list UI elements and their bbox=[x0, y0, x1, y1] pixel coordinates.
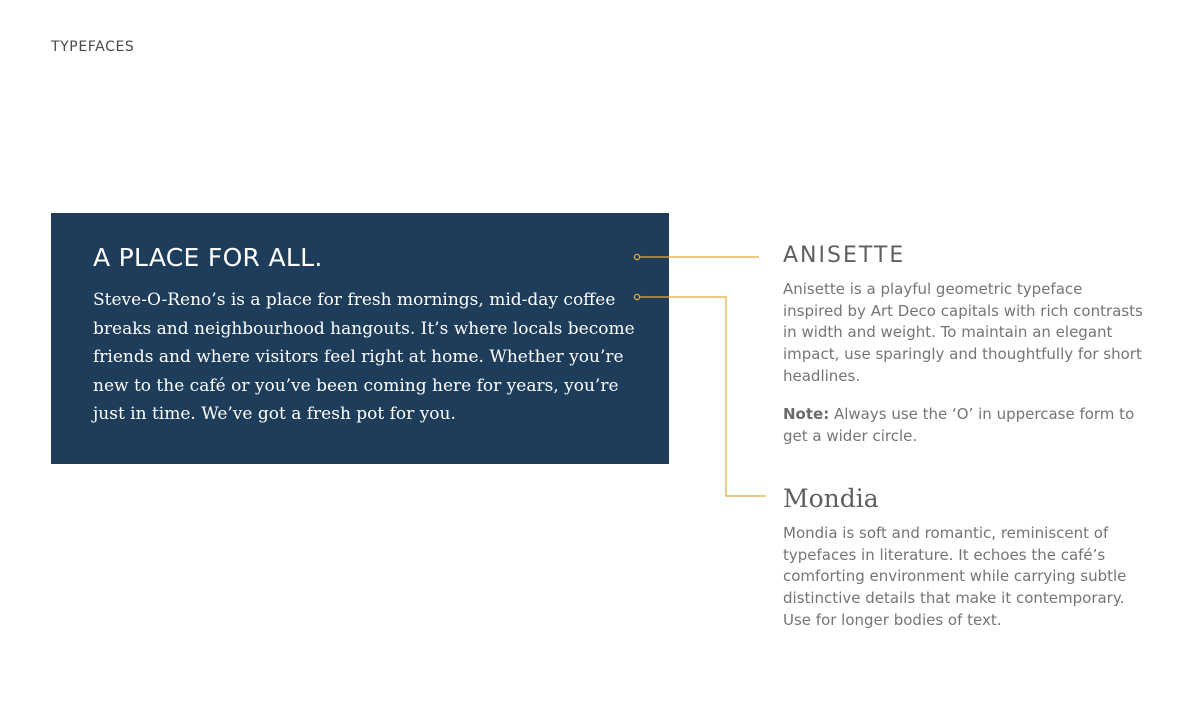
sample-headline: A PLACE FOR ALL. bbox=[93, 243, 323, 272]
anisette-note bbox=[783, 404, 1143, 447]
sample-panel bbox=[51, 213, 669, 464]
note-text: Always use the ‘O’ in uppercase form to get a wider circle. bbox=[783, 405, 1135, 445]
note-label: Note: bbox=[783, 405, 830, 423]
typeface-name-anisette: ANISETTE bbox=[783, 243, 906, 268]
sample-body-text: Steve-O-Reno’s is a place for fresh mornings, mid-day coffee breaks and neighbourhood hangouts. It’s where locals become friends and where visitors feel right at home. Whether you’re new to the café or you’ve been coming here for years, you’re just in time. We’ve got a fresh pot for you. bbox=[93, 290, 635, 424]
section-label: TYPEFACES bbox=[51, 39, 135, 55]
mondia-description: Mondia is soft and romantic, reminiscent of typefaces in literature. It echoes the café’s comforting environment while carrying subtle distinctive details that make it contemporary. Use for longer bodies of text. bbox=[783, 524, 1127, 629]
anisette-description: Anisette is a playful geometric typeface inspired by Art Deco capitals with rich contrasts in width and weight. To maintain an elegant impact, use sparingly and thoughtfully for short headlines. bbox=[783, 280, 1143, 385]
typeface-name-mondia: Mondia bbox=[783, 484, 879, 513]
